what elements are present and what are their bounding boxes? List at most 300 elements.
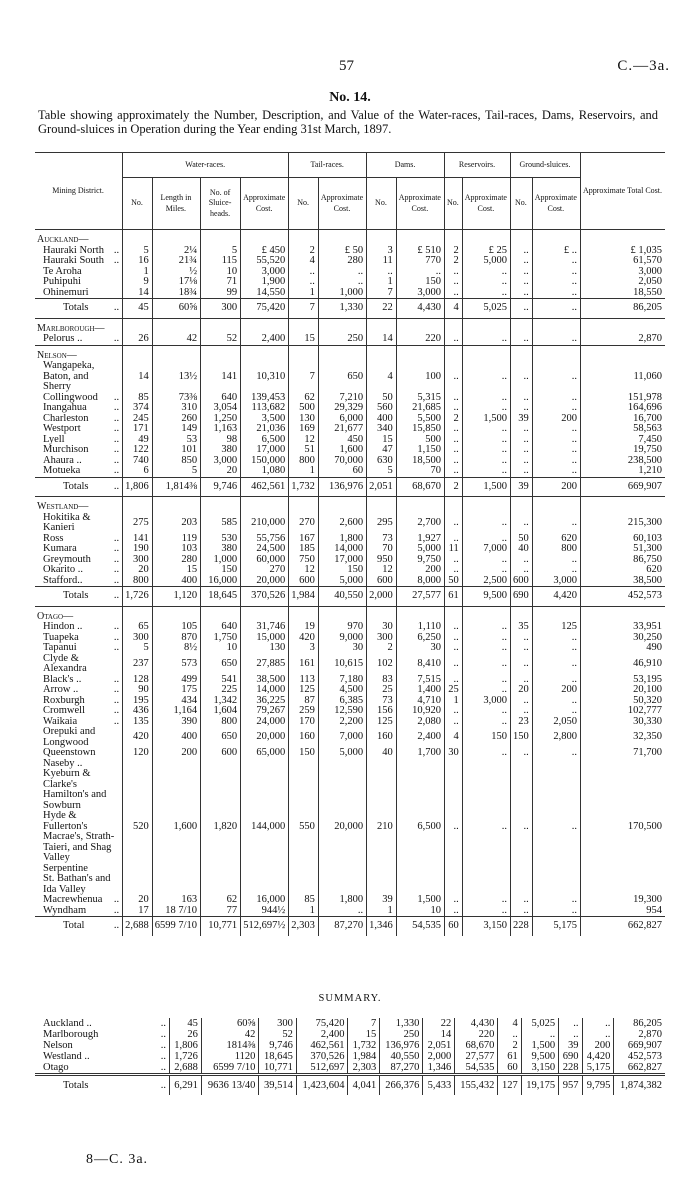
table-cell: 2 [444, 477, 462, 497]
table-cell: 87 [289, 696, 319, 707]
table-cell: 12 [367, 565, 397, 576]
table-cell: 1 [367, 277, 397, 288]
table-cell: 1,732 [348, 1040, 380, 1051]
table-cell: 600 [289, 576, 319, 587]
table-row [35, 445, 665, 456]
table-cell: 20,100 [580, 685, 665, 696]
table-row [35, 477, 665, 497]
region-name: Nelson— [37, 349, 77, 361]
table-cell: .. [510, 267, 532, 278]
row-label: Totals [63, 302, 89, 313]
table-cell: 1,820 [201, 759, 241, 896]
table-cell: 9,000 [318, 633, 366, 644]
table-cell: 83 [367, 675, 397, 686]
table-cell: 20,000 [318, 759, 366, 896]
table-cell: 10,771 [259, 1062, 296, 1075]
table-cell: .. [510, 895, 532, 906]
table-cell: 1,806 [170, 1040, 202, 1051]
table-cell: 195 [123, 696, 153, 707]
table-cell: 200 [532, 477, 580, 497]
row-label: Waikaia [43, 715, 78, 727]
table-cell: 800 [123, 576, 153, 587]
table-cell: 585 [201, 513, 241, 534]
footer-code: 8—C. 3a. [86, 1152, 149, 1167]
table-cell: 2,000 [367, 587, 397, 607]
table-cell: 2,000 [423, 1051, 455, 1062]
table-cell: .. [318, 906, 366, 917]
table-cell: 5,315 [396, 393, 444, 404]
table-cell [112, 288, 123, 299]
table-cell: 51,300 [580, 544, 665, 555]
empty-cell [580, 497, 665, 513]
table-cell: .. [510, 435, 532, 446]
table-cell: 800 [532, 544, 580, 555]
table-cell: 800 [201, 717, 241, 728]
table-cell: 23 [510, 717, 532, 728]
table-cell: 53 [152, 435, 200, 446]
table-cell: 47 [367, 445, 397, 456]
table-cell: .. [532, 361, 580, 393]
table-cell: 2¼ [152, 246, 200, 257]
row-label: Westland .. [43, 1051, 90, 1062]
table-cell: 42 [152, 334, 200, 345]
table-cell: 374 [123, 403, 153, 414]
row-label: Lyell [43, 433, 65, 445]
table-cell: 5 [123, 246, 153, 257]
table-cell: 690 [510, 587, 532, 607]
table-cell: 122 [123, 445, 153, 456]
region-name: Marlborough— [37, 322, 105, 334]
table-cell: 100 [396, 361, 444, 393]
table-cell: 5 [201, 246, 241, 257]
table-cell: 136,976 [380, 1040, 423, 1051]
table-cell: 250 [380, 1029, 423, 1040]
region-name: Otago— [37, 610, 74, 622]
table-cell: 163 [152, 895, 200, 906]
table-cell: .. [113, 894, 120, 905]
table-cell: .. [444, 622, 462, 633]
table-cell: 3,000 [201, 456, 241, 467]
table-cell: 800 [289, 456, 319, 467]
table-cell: .. [113, 423, 120, 434]
table-cell: 1,600 [152, 759, 200, 896]
table-cell: 125 [289, 685, 319, 696]
table-cell: 7 [367, 288, 397, 299]
table-row [35, 917, 665, 936]
table-cell: .. [396, 267, 444, 278]
table-cell: 8,000 [396, 576, 444, 587]
table-cell: .. [510, 696, 532, 707]
table-cell: 62 [201, 895, 241, 906]
table-cell: 2,303 [348, 1062, 380, 1075]
table-cell: 10 [201, 643, 241, 654]
page-header [0, 58, 700, 78]
table-cell: 18 7/10 [152, 906, 200, 917]
empty-cell [318, 230, 366, 246]
table-cell: 215,300 [580, 513, 665, 534]
table-cell: .. [444, 466, 462, 477]
table-cell: .. [160, 1080, 167, 1091]
table-cell: 39 [510, 477, 532, 497]
table-cell: .. [532, 513, 580, 534]
empty-cell [444, 230, 462, 246]
table-cell: .. [444, 895, 462, 906]
table-cell: 1120 [201, 1051, 259, 1062]
table-cell: .. [510, 466, 532, 477]
table-cell: 6,291 [170, 1075, 202, 1096]
table-cell: 119 [152, 534, 200, 545]
table-cell: 125 [367, 717, 397, 728]
table-cell: 130 [241, 643, 289, 654]
table-cell: 14 [123, 288, 153, 299]
table-cell: 22 [367, 299, 397, 319]
table-cell: 135 [123, 717, 153, 728]
table-cell: 90 [123, 685, 153, 696]
table-row [35, 906, 665, 917]
table-cell: 1,500 [462, 477, 510, 497]
table-cell: 2,303 [289, 917, 319, 936]
table-cell: 87,270 [318, 917, 366, 936]
table-row [35, 424, 665, 435]
empty-cell [462, 606, 510, 622]
table-cell: 295 [367, 513, 397, 534]
table-cell: 1,250 [201, 414, 241, 425]
table-cell: 541 [201, 675, 241, 686]
table-cell: 9,746 [201, 477, 241, 497]
table-cell: 200 [396, 565, 444, 576]
table-cell: 75,420 [296, 1018, 348, 1029]
table-cell: .. [113, 705, 120, 716]
table-cell: 2,870 [614, 1029, 665, 1040]
empty-cell [367, 497, 397, 513]
table-cell: 669,907 [580, 477, 665, 497]
empty-cell [510, 606, 532, 622]
table-cell: 2,400 [296, 1029, 348, 1040]
table-cell: 200 [152, 748, 200, 759]
table-cell: 101 [152, 445, 200, 456]
table-cell: 2,200 [318, 717, 366, 728]
table-cell: .. [510, 633, 532, 644]
table-cell: 690 [559, 1051, 582, 1062]
table-cell: .. [113, 244, 120, 256]
table-cell: .. [462, 555, 510, 566]
table-cell: .. [532, 643, 580, 654]
table-cell: 156 [367, 706, 397, 717]
grouped-district-name: St. Bathan's and Ida Valley [43, 873, 111, 895]
col-water-races: Water-races. [123, 153, 289, 178]
table-cell: 15 [348, 1029, 380, 1040]
table-cell: .. [462, 361, 510, 393]
table-cell: 38,500 [580, 576, 665, 587]
table-cell: 512,697½ [241, 917, 289, 936]
table-cell: 49 [123, 435, 153, 446]
table-cell: .. [113, 684, 120, 695]
table-cell: £ .. [532, 246, 580, 257]
table-cell: 30 [367, 622, 397, 633]
table-cell: .. [510, 654, 532, 675]
table-row [35, 456, 665, 467]
row-label: Murchison [43, 444, 89, 455]
table-cell: 12,590 [318, 706, 366, 717]
table-cell: 4,041 [348, 1075, 380, 1096]
table-cell: 370,526 [296, 1051, 348, 1062]
col-cost: Approximate Cost. [532, 178, 580, 230]
table-cell: 6,500 [396, 759, 444, 896]
table-cell: 1,726 [170, 1051, 202, 1062]
table-row [35, 334, 665, 345]
table-cell: 662,827 [614, 1062, 665, 1075]
table-cell: 127 [498, 1075, 521, 1096]
table-cell: 171 [123, 424, 153, 435]
table-cell: 5 [123, 643, 153, 654]
empty-cell [241, 606, 289, 622]
table-cell: 113 [289, 675, 319, 686]
empty-cell [152, 345, 200, 361]
table-cell: 270 [241, 565, 289, 576]
table-cell: .. [510, 565, 532, 576]
table-cell: .. [532, 299, 580, 319]
table-cell: 5,175 [582, 1062, 614, 1075]
table-cell: 4,710 [396, 696, 444, 707]
table-cell: 68,670 [396, 477, 444, 497]
table-cell: .. [462, 622, 510, 633]
table-cell: 452,573 [614, 1051, 665, 1062]
table-cell: 30 [318, 643, 366, 654]
region-name: Westland— [37, 501, 89, 512]
empty-cell [444, 318, 462, 334]
table-row [35, 654, 665, 675]
table-cell: .. [289, 267, 319, 278]
row-label: Hauraki North [43, 244, 104, 256]
table-cell: 200 [532, 685, 580, 696]
empty-cell [396, 230, 444, 246]
table-cell: 9636 13/40 [201, 1075, 259, 1096]
table-cell: .. [444, 759, 462, 896]
empty-cell [201, 230, 241, 246]
table-cell: 4,500 [318, 685, 366, 696]
table-cell: 2,050 [580, 277, 665, 288]
table-cell: 45 [123, 299, 153, 319]
row-label: Orepuki and Longwood [43, 726, 96, 748]
col-no: No. [289, 178, 319, 230]
table-cell: .. [113, 412, 120, 424]
table-cell: 20,000 [241, 576, 289, 587]
table-cell: 54,535 [455, 1062, 498, 1075]
empty-cell [367, 606, 397, 622]
table-cell: 2 [444, 256, 462, 267]
table-cell: 228 [559, 1062, 582, 1075]
table-cell: .. [113, 465, 120, 476]
table-cell: 1,700 [396, 748, 444, 759]
table-cell: 7,000 [318, 727, 366, 748]
empty-cell [510, 230, 532, 246]
table-cell: .. [113, 333, 120, 344]
table-cell: £ 50 [318, 246, 366, 257]
table-cell: 2,051 [423, 1040, 455, 1051]
table-cell: 850 [152, 456, 200, 467]
table-cell: .. [510, 759, 532, 896]
table-cell: 21,036 [241, 424, 289, 435]
table-cell: 1,150 [396, 445, 444, 456]
table-cell: 1,000 [318, 288, 366, 299]
table-cell: .. [510, 393, 532, 404]
table-cell: .. [462, 759, 510, 896]
col-district: Mining District. [52, 185, 104, 195]
table-cell: 9,750 [396, 555, 444, 566]
table-cell: 280 [152, 555, 200, 566]
table-cell: 6599 7/10 [152, 917, 200, 936]
table-cell: .. [113, 631, 120, 643]
table-cell: 620 [532, 534, 580, 545]
grouped-district-name: Hyde & Fullerton's [43, 810, 88, 832]
table-cell: 10 [396, 906, 444, 917]
table-cell: 5 [367, 466, 397, 477]
table-cell: .. [532, 675, 580, 686]
row-label: Hindon .. [43, 621, 83, 632]
table-cell: 30 [444, 748, 462, 759]
table-cell: 98 [201, 435, 241, 446]
empty-cell [241, 318, 289, 334]
table-row [35, 717, 665, 728]
table-cell: 280 [318, 256, 366, 267]
table-row [35, 633, 665, 644]
table-cell: 420 [123, 727, 153, 748]
table-row [35, 513, 665, 534]
row-label: Charleston [43, 412, 89, 424]
empty-cell [201, 345, 241, 361]
table-cell: .. [444, 403, 462, 414]
empty-cell [396, 606, 444, 622]
table-cell: 164,696 [580, 403, 665, 414]
table-cell: 150 [201, 565, 241, 576]
table-cell: 14,550 [241, 288, 289, 299]
region-row [35, 345, 665, 361]
table-cell: .. [113, 402, 120, 413]
table-cell: .. [444, 267, 462, 278]
col-no: No. [367, 178, 397, 230]
table-cell: 300 [367, 633, 397, 644]
empty-cell [241, 497, 289, 513]
table-cell: 1,346 [423, 1062, 455, 1075]
empty-cell [123, 606, 153, 622]
table-cell: 139,453 [241, 393, 289, 404]
empty-cell [462, 497, 510, 513]
table-cell: 150 [289, 748, 319, 759]
table-cell: 300 [123, 555, 153, 566]
table-cell: 26 [170, 1029, 202, 1040]
table-cell: .. [532, 456, 580, 467]
table-cell: 46,910 [580, 654, 665, 675]
row-label: Otago [43, 1062, 69, 1073]
grouped-district-name: Macrae's, Strath-Taieri, and Shag Valley [43, 831, 115, 863]
table-cell: 7,180 [318, 675, 366, 686]
table-cell: 640 [201, 622, 241, 633]
row-label: Black's .. [43, 673, 82, 685]
table-cell: 954 [580, 906, 665, 917]
table-cell: 52 [201, 334, 241, 345]
table-cell: 60⅝ [201, 1018, 259, 1029]
table-cell: 4,430 [455, 1018, 498, 1029]
table-row [35, 299, 665, 319]
table-cell: 120 [123, 748, 153, 759]
table-cell: .. [510, 246, 532, 257]
table-cell: 228 [510, 917, 532, 936]
table-cell: 238,500 [580, 456, 665, 467]
empty-cell [318, 606, 366, 622]
table-cell: 85 [289, 895, 319, 906]
empty-cell [462, 345, 510, 361]
table-cell: 18,645 [259, 1051, 296, 1062]
table-cell: 61,570 [580, 256, 665, 267]
table-cell: 300 [259, 1018, 296, 1029]
empty-cell [462, 230, 510, 246]
empty-cell [318, 318, 366, 334]
table-cell: 60 [498, 1062, 521, 1075]
table-cell: 259 [289, 706, 319, 717]
table-cell: .. [113, 532, 120, 544]
table-cell: 20 [123, 565, 153, 576]
table-cell: 250 [318, 334, 366, 345]
table-cell: .. [113, 543, 120, 554]
table-cell: .. [444, 334, 462, 345]
empty-cell [510, 345, 532, 361]
table-cell: .. [113, 433, 120, 445]
table-cell: 490 [580, 643, 665, 654]
table-cell: 15,000 [241, 633, 289, 644]
table-title: Table showing approximately the Number, Description, and Value of the Water-races, Tail-races, Dams, Reservoirs, and Ground-sluices in Operation during the Year ending 31st March, 1897. [38, 108, 658, 136]
table-cell: 40,550 [318, 587, 366, 607]
table-row [35, 1075, 665, 1096]
table-cell: 12 [289, 565, 319, 576]
table-cell: 1 [444, 696, 462, 707]
table-cell: .. [532, 706, 580, 717]
table-cell: .. [113, 480, 120, 492]
empty-cell [580, 606, 665, 622]
table-cell: 9 [123, 277, 153, 288]
table-cell: 2,080 [396, 717, 444, 728]
table-cell: 51 [289, 445, 319, 456]
table-cell: 1,814⅜ [152, 477, 200, 497]
table-cell: 4,420 [532, 587, 580, 607]
table-cell: .. [113, 715, 120, 727]
row-label: Stafford.. [43, 574, 83, 586]
table-row [35, 565, 665, 576]
table-cell: .. [582, 1029, 614, 1040]
table-cell: 86,205 [580, 299, 665, 319]
table-cell: 14,000 [241, 685, 289, 696]
table-cell: .. [462, 267, 510, 278]
table-cell: 7 [348, 1018, 380, 1029]
table-cell: 2,400 [396, 727, 444, 748]
table-cell: .. [462, 513, 510, 534]
table-cell: 2,500 [462, 576, 510, 587]
table-cell: 58,563 [580, 424, 665, 435]
table-cell: 770 [396, 256, 444, 267]
table-cell: 169 [289, 424, 319, 435]
table-cell: 6,000 [318, 414, 366, 425]
table-cell: .. [444, 654, 462, 675]
table-cell: £ 25 [462, 246, 510, 257]
table-cell: .. [113, 574, 120, 586]
table-cell: 150 [318, 565, 366, 576]
table-cell: 1 [289, 288, 319, 299]
table-cell: 500 [396, 435, 444, 446]
table-row [35, 587, 665, 607]
table-cell: .. [532, 759, 580, 896]
table-cell: 340 [367, 424, 397, 435]
table-cell: 3 [289, 643, 319, 654]
table-cell: 21¾ [152, 256, 200, 267]
